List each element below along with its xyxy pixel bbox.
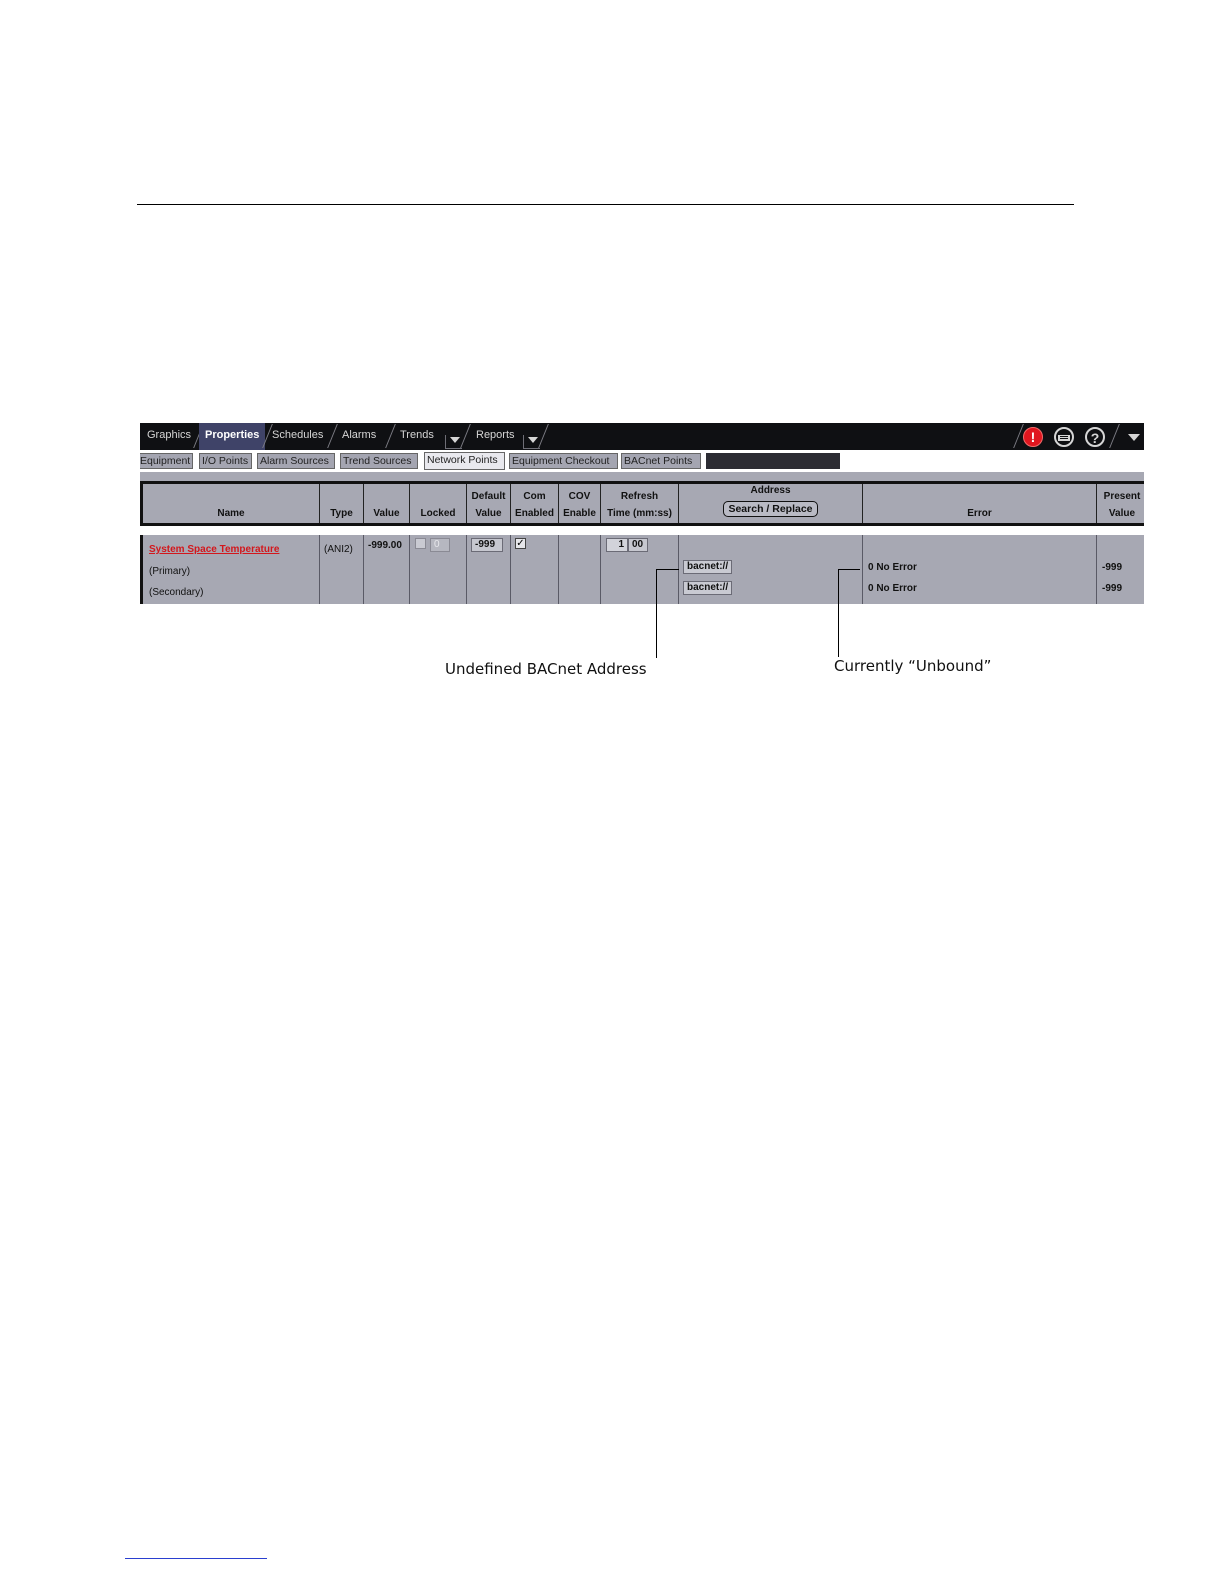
- header-name: Name: [140, 484, 320, 523]
- error-secondary: 0 No Error: [868, 583, 917, 594]
- address-callout-horizontal: [656, 569, 679, 570]
- header-cov-enable: COV Enable: [559, 484, 601, 523]
- subtab-bar-filler: [706, 453, 840, 469]
- print-icon[interactable]: [1054, 427, 1074, 447]
- address-secondary-input[interactable]: bacnet://: [683, 581, 732, 595]
- locked-value-input[interactable]: 0: [430, 538, 450, 552]
- address-primary-input[interactable]: bacnet://: [683, 560, 732, 574]
- unbound-callout-label: Currently “Unbound”: [834, 657, 992, 675]
- locked-checkbox[interactable]: [415, 538, 426, 549]
- cell-error: [863, 535, 1097, 604]
- cell-cov-enable: [559, 535, 601, 604]
- refresh-minutes-input[interactable]: 1: [606, 538, 628, 552]
- present-primary: -999: [1102, 562, 1123, 573]
- cell-name: [143, 535, 320, 604]
- chevron-down-icon[interactable]: [1128, 434, 1140, 441]
- header-type: Type: [320, 484, 364, 523]
- cell-default-value: [467, 535, 511, 604]
- present-secondary: -999: [1102, 583, 1123, 594]
- cell-locked: [410, 535, 467, 604]
- header-locked: Locked: [410, 484, 467, 523]
- header-default-value: Default Value: [467, 484, 511, 523]
- table-row: [140, 535, 1144, 604]
- address-callout-label: Undefined BACnet Address: [445, 660, 647, 678]
- cell-com-enabled: [511, 535, 559, 604]
- subtab-bacnet-points[interactable]: BACnet Points: [621, 453, 701, 469]
- subtab-io-points[interactable]: I/O Points: [199, 453, 252, 469]
- subtab-alarm-sources[interactable]: Alarm Sources: [257, 453, 335, 469]
- subtab-trend-sources[interactable]: Trend Sources: [340, 453, 418, 469]
- cell-address: [679, 535, 863, 604]
- table-header: [140, 481, 1144, 526]
- address-callout-vertical: [656, 569, 657, 658]
- header-row-gap: [140, 526, 1144, 535]
- alarm-icon[interactable]: !: [1023, 427, 1043, 447]
- header-address: Address Search / Replace: [679, 484, 863, 523]
- footer-link-underline: [125, 1558, 267, 1559]
- icon-separator: [1109, 424, 1120, 448]
- tab-schedules[interactable]: Schedules: [272, 429, 324, 441]
- page-top-rule: [137, 204, 1074, 205]
- tab-separator: [327, 424, 338, 448]
- main-tab-bar: [140, 423, 1144, 450]
- cell-present-value: [1097, 535, 1144, 604]
- secondary-label: (Secondary): [149, 587, 204, 598]
- point-type: (ANI2): [324, 544, 353, 555]
- header-value: Value: [364, 484, 410, 523]
- subtab-equipment[interactable]: Equipment: [140, 453, 193, 469]
- trends-dropdown-arrow-icon[interactable]: [450, 437, 460, 443]
- sub-tab-bar: [140, 450, 1144, 472]
- header-refresh-time: Refresh Time (mm:ss): [601, 484, 679, 523]
- unbound-callout-vertical: [838, 569, 839, 657]
- tab-separator: [385, 424, 396, 448]
- header-error: Error: [863, 484, 1097, 523]
- unbound-callout-horizontal: [838, 569, 860, 570]
- point-name-link[interactable]: System Space Temperature: [149, 544, 280, 555]
- tab-reports[interactable]: Reports: [476, 429, 515, 441]
- header-com-enabled: Com Enabled: [511, 484, 559, 523]
- subtab-equipment-checkout[interactable]: Equipment Checkout: [509, 453, 618, 469]
- reports-dropdown-arrow-icon[interactable]: [528, 437, 538, 443]
- tab-alarms[interactable]: Alarms: [342, 429, 377, 441]
- subtab-network-points[interactable]: Network Points: [424, 452, 505, 470]
- tab-trends[interactable]: Trends: [400, 429, 434, 441]
- error-primary: 0 No Error: [868, 562, 917, 573]
- search-replace-button[interactable]: Search / Replace: [723, 501, 818, 517]
- com-enabled-checkbox[interactable]: ✓: [516, 538, 525, 549]
- print-glyph-icon: [1058, 433, 1070, 443]
- header-present-value: Present Value: [1103, 491, 1141, 519]
- primary-label: (Primary): [149, 566, 191, 577]
- tab-graphics[interactable]: Graphics: [147, 429, 192, 441]
- cell-type: [320, 535, 364, 604]
- network-points-screenshot: [140, 423, 1144, 604]
- refresh-seconds-input[interactable]: 00: [628, 538, 648, 552]
- tab-properties[interactable]: Properties: [199, 423, 265, 450]
- point-value: -999.00: [368, 540, 402, 551]
- cell-value: [364, 535, 410, 604]
- help-icon[interactable]: ?: [1085, 427, 1105, 447]
- default-value-input[interactable]: -999: [471, 538, 503, 552]
